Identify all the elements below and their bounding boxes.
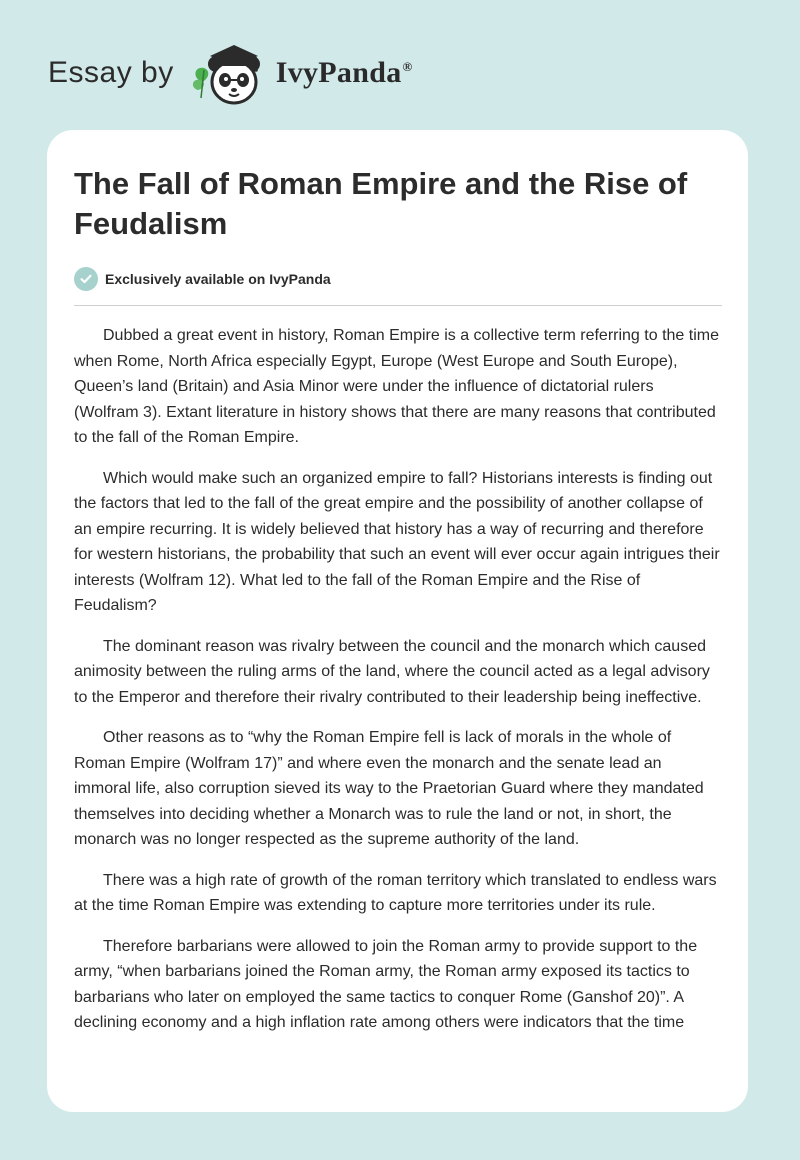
essay-card [47,130,748,1112]
paragraph: The dominant reason was rivalry between the council and the monarch which caused animosity between the ruling arms of the land, where the council acted as a legal advisory to the Emperor and therefore their rivalry contributed to their leadership being ineffective. [74,637,710,706]
essay-body [74,323,722,1036]
exclusive-label: Exclusively available on IvyPanda [105,271,331,287]
paragraph: Which would make such an organized empire to fall? Historians interests is finding out the factors that led to the fall of the great empire and the possibility of another collapse of an empire recurring. It is widely believed that history has a way of recurring and therefore for western historians, the probability that such an event will ever occur again intrigues their interests (Wolfram 12). What led to the fall of the Roman Empire and the Rise of Feudalism? [74,469,720,614]
paragraph: Therefore barbarians were allowed to join the Roman army to provide support to the army, “when barbarians joined the Roman army, the Roman army exposed its tactics to barbarians who later on employed the same tactics to conquer Rome (Ganshof 20)”. A declining economy and a high inflation rate among others were indicators that the time [74,937,698,1031]
essay-title: The Fall of Roman Empire and the Rise of Feudalism [74,166,688,241]
divider [74,305,722,306]
exclusive-badge [74,266,722,292]
panda-graduate-icon [188,38,272,108]
paragraph: There was a high rate of growth of the roman territory which translated to endless wars at the time Roman Empire was extending to capture more territories under its rule. [74,871,717,914]
brand-name-text: IvyPanda [275,56,402,89]
paragraph: Other reasons as to “why the Roman Empire fell is lack of morals in the whole of Roman Empire (Wolfram 17)” and where even the monarch and the senate lead an immoral life, also corruption sieved its way to the Praetorian Guard where they mandated themselves into deciding whether a Monarch was to rule the land or not, in short, the monarch was no longer respected as the supreme authority of the land. [74,729,704,848]
brand-header[interactable] [48,38,413,108]
registered-mark: ® [402,59,413,74]
brand-name [276,56,413,90]
check-circle-icon [74,267,98,291]
brand-prefix: Essay by [48,56,174,89]
paragraph: Dubbed a great event in history, Roman Empire is a collective term referring to the time when Rome, North Africa especially Egypt, Europe (West Europe and South Europe), Queen’s land (Britain) and Asia Minor were under the influence of dictatorial rulers (Wolfram 3). Extant literature in history shows that there are many reasons that contributed to the fall of the Roman Empire. [74,327,719,446]
